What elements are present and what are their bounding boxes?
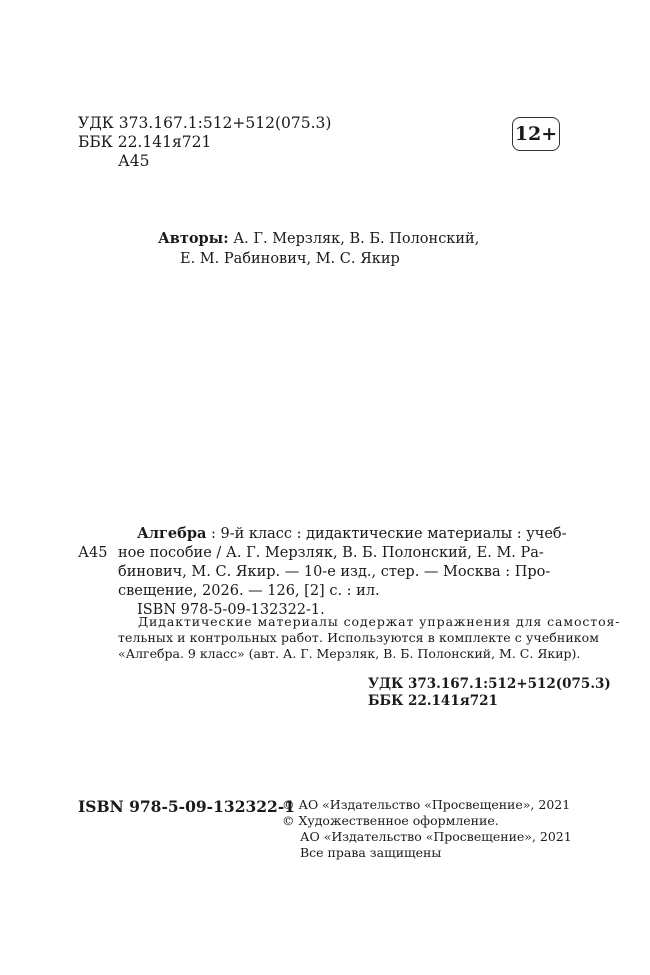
book-title: Алгебра <box>137 525 207 542</box>
copyright-block <box>282 797 572 861</box>
age-rating-badge: 12+ <box>512 117 560 151</box>
annotation-line3: «Алгебра. 9 класс» (авт. А. Г. Мерзляк, В. Б. Полонский, М. С. Якир). <box>118 646 581 661</box>
udk-code-bottom: УДК 373.167.1:512+512(075.3) <box>368 676 611 692</box>
entry-line2: ное пособие / А. Г. Мерзляк, В. Б. Полонский, Е. М. Ра- <box>118 545 544 561</box>
copyright-line1: © АО «Издательство «Просвещение», 2021 <box>282 797 571 812</box>
bbk-code: ББК 22.141я721 <box>78 133 212 151</box>
catalog-entry <box>78 524 578 620</box>
authors-line1: А. Г. Мерзляк, В. Б. Полонский, <box>233 231 480 247</box>
copyright-line2: © Художественное оформление. <box>282 813 499 828</box>
annotation <box>78 614 621 662</box>
rights-reserved: Все права защищены <box>300 845 442 860</box>
entry-code: А45 <box>78 545 108 561</box>
entry-line4: свещение, 2026. — 126, [2] с. : ил. <box>118 583 380 599</box>
copyright-line3: АО «Издательство «Просвещение», 2021 <box>300 829 572 844</box>
classification-block-top <box>78 114 331 171</box>
isbn-footer: ISBN 978-5-09-132322-1 <box>78 797 296 816</box>
authors-label: Авторы: <box>158 230 229 247</box>
entry-line1: : 9-й класс : дидактические материалы : учеб- <box>206 526 567 542</box>
authors-block <box>158 229 479 269</box>
annotation-line2: тельных и контрольных работ. Используются в комплекте с учебником <box>118 630 600 645</box>
annotation-line1: Дидактические материалы содержат упражнения для самостоя- <box>138 614 621 629</box>
author-mark: А45 <box>118 152 150 170</box>
entry-isbn: ISBN 978-5-09-132322-1. <box>137 602 325 618</box>
bbk-code-bottom: ББК 22.141я721 <box>368 693 498 709</box>
classification-block-bottom <box>368 676 611 710</box>
udk-code: УДК 373.167.1:512+512(075.3) <box>78 114 332 132</box>
authors-line2: Е. М. Рабинович, М. С. Якир <box>180 251 400 267</box>
entry-line3: бинович, М. С. Якир. — 10-е изд., стер. — Москва : Про- <box>118 564 551 580</box>
